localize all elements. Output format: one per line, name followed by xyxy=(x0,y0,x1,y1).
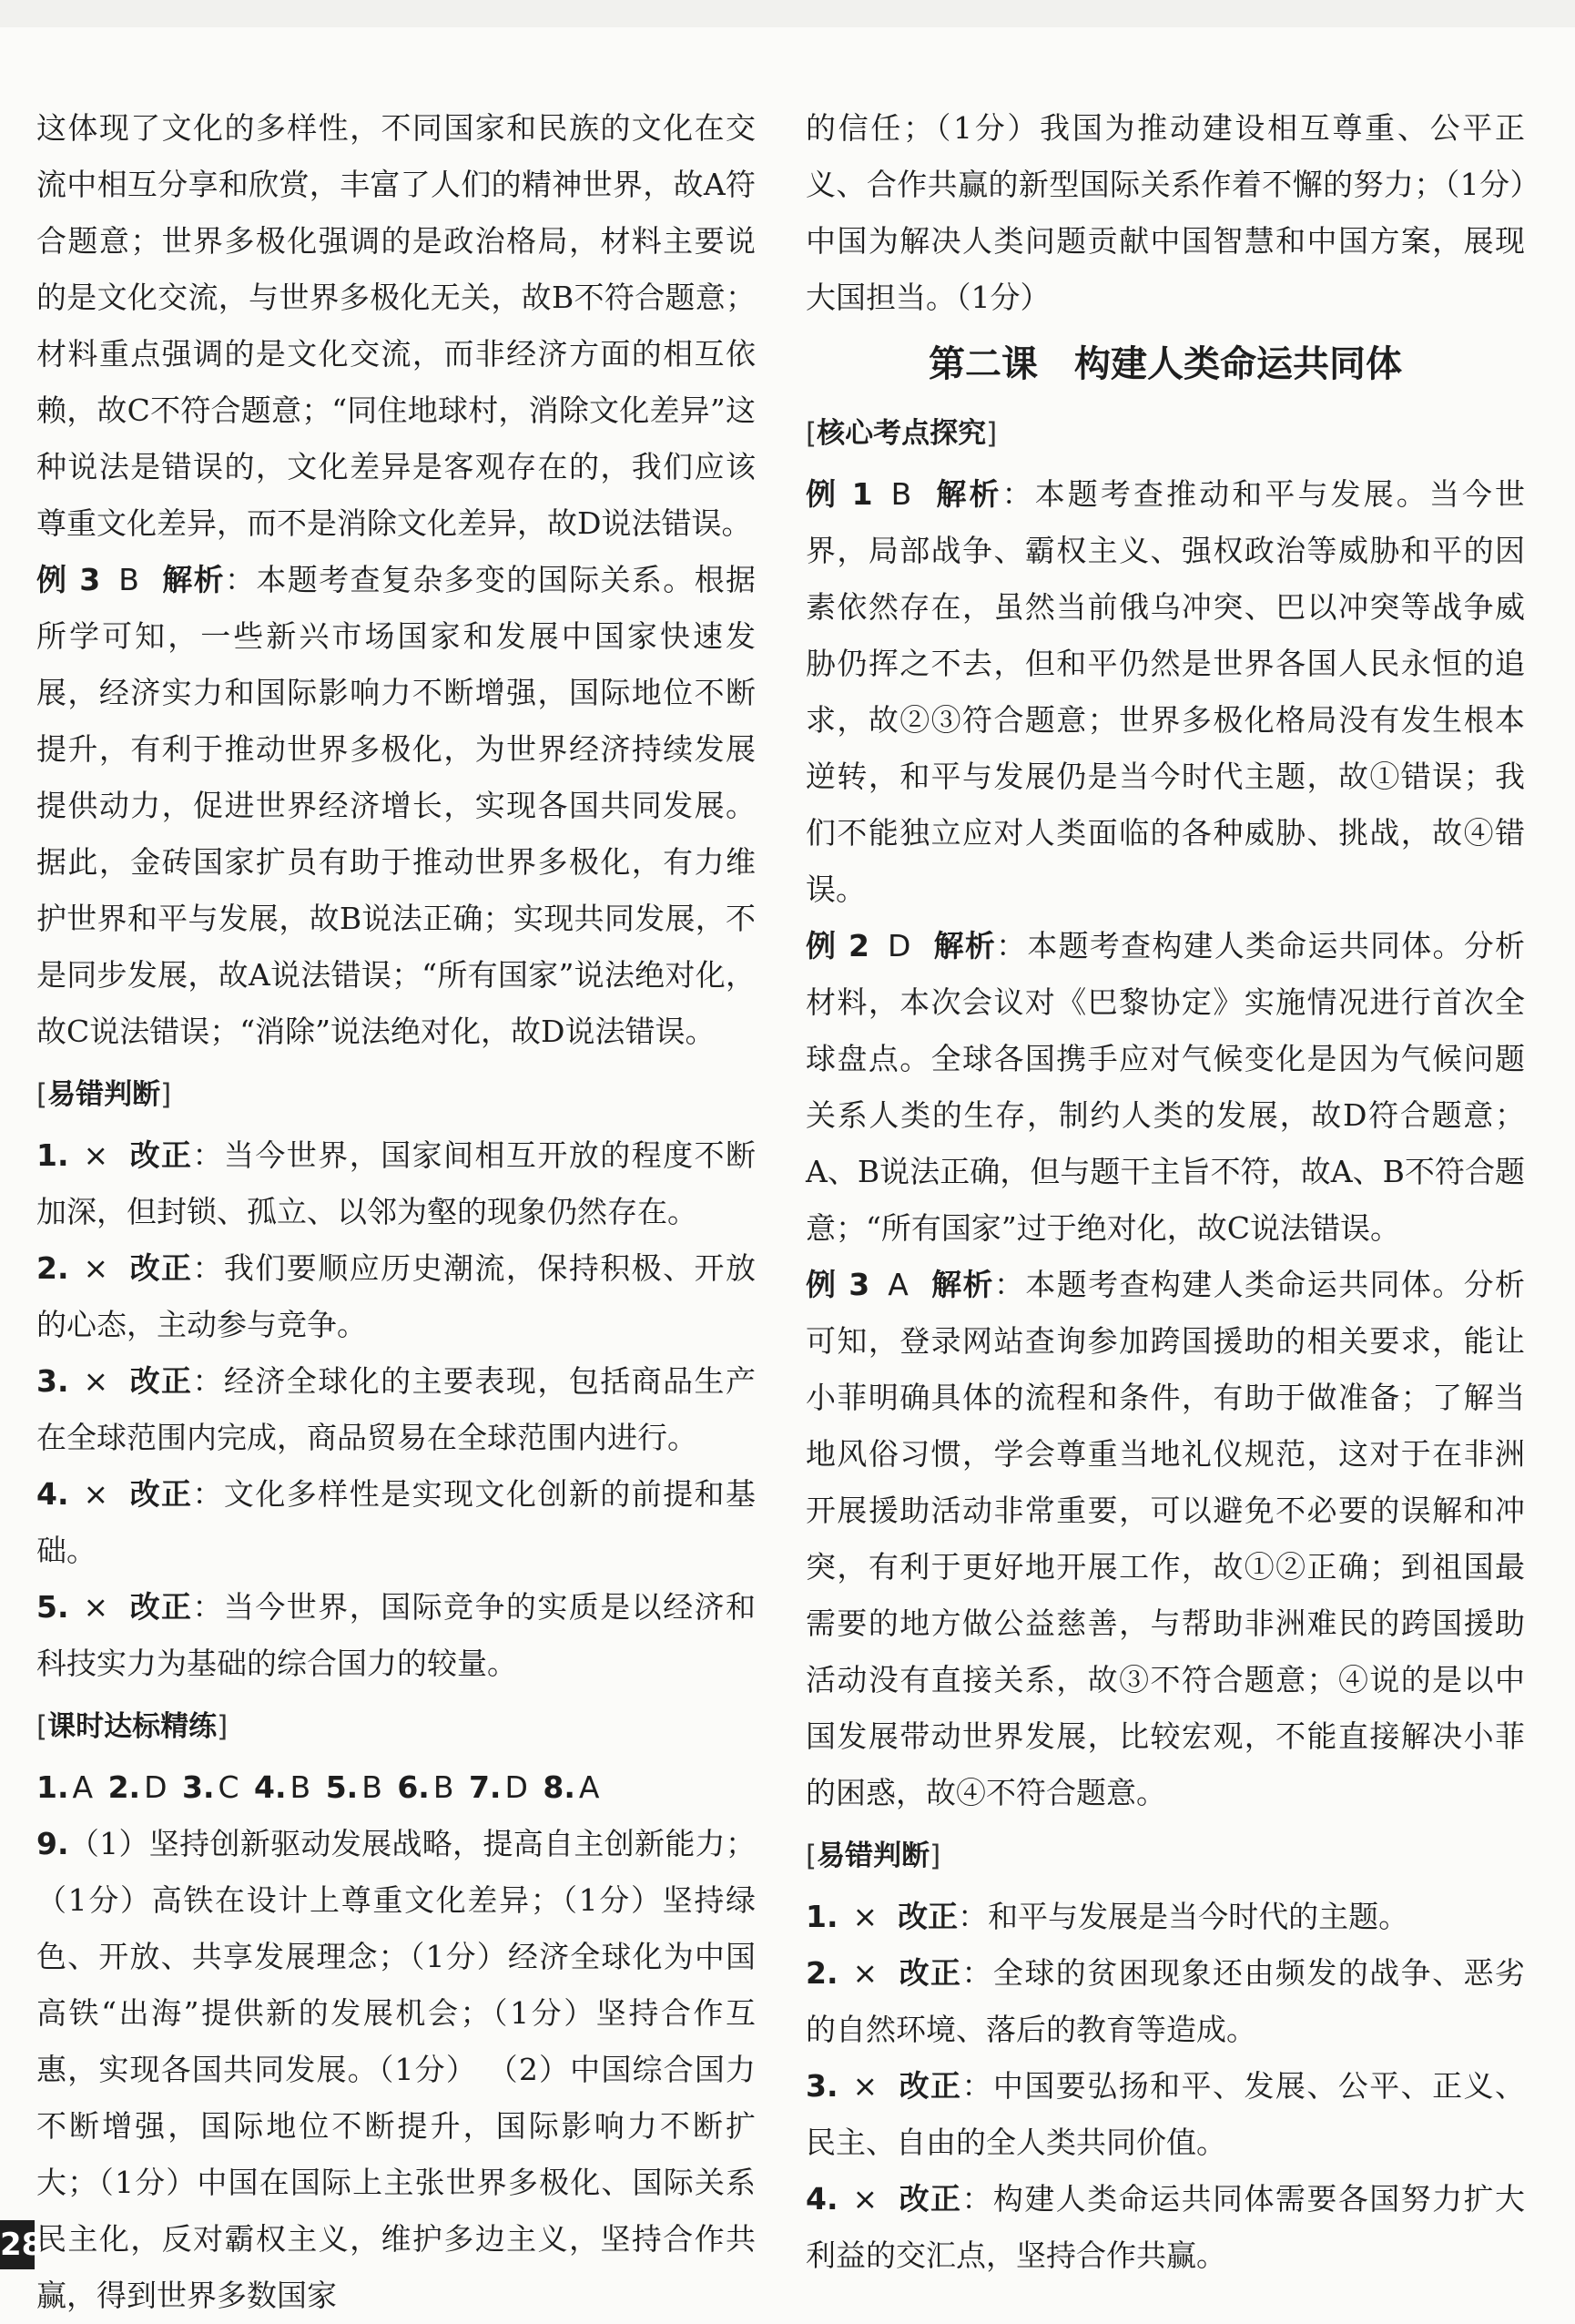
error-item: 1. × 改正：当今世界，国家间相互开放的程度不断加深，但封锁、孤立、以邻为壑的现象仍然存在。 xyxy=(36,1137,757,1229)
section-heading-core: [核心考点探究] xyxy=(806,417,998,450)
page-top-strip xyxy=(0,0,1575,27)
error-item: 4. × 改正：构建人类命运共同体需要各国努力扩大利益的交汇点，坚持合作共赢。 xyxy=(806,2181,1526,2273)
error-item: 5. × 改正：当今世界，国际竞争的实质是以经济和科技实力为基础的综合国力的较量。 xyxy=(36,1589,757,1681)
example-3: 例 3 A 解析：本题考查构建人类命运共同体。分析可知，登录网站查询参加跨国援助的相关要求，能让小菲明确具体的流程和条件，有助于做准备；了解当地风俗习惯，学会尊重当地礼仪规范，这对于在非洲开展援助活动非常重要，可以避免不必要的误解和冲突，有利于更好地开展工作，故①②正确；到祖国最需要的地方做公益慈善，与帮助非洲难民的跨国援助活动没有直接关系，故③不符合题意；④说的是以中国发展带动世界发展，比较宏观，不能直接解决小菲的困惑，故④不符合题意。 xyxy=(806,1267,1526,1810)
error-item: 2. × 改正：全球的贫困现象还由频发的战争、恶劣的自然环境、落后的教育等造成。 xyxy=(806,1955,1526,2047)
example-text: ：本题考查复杂多变的国际关系。根据所学可知，一些新兴市场国家和发展中国家快速发展，经济实力和国际影响力不断增强，国际地位不断提升，有利于推动世界多极化，为世界经济持续发展提供动力，促进世界经济增长，实现各国共同发展。据此，金砖国家扩员有助于推动世界多极化，有力维护世界和平与发展，故B说法正确；实现共同发展，不是同步发展，故A说法错误；“所有国家”说法绝对化，故C说法错误；“消除”说法绝对化，故D说法错误。 xyxy=(36,562,757,1049)
cross-mark-icon: × xyxy=(83,1250,109,1286)
continuation-paragraph: 的信任；（1分）我国为推动建设相互尊重、公平正义、合作共赢的新型国际关系作着不懈的努力；（1分）中国为解决人类问题贡献中国智慧和中国方案，展现大国担当。（1分） xyxy=(806,110,1525,315)
cross-mark-icon: × xyxy=(83,1589,109,1625)
page-number: 28 xyxy=(0,2220,35,2269)
cross-mark-icon: × xyxy=(852,2181,879,2217)
cross-mark-icon: × xyxy=(83,1363,109,1399)
section-heading-errors: [易错判断] xyxy=(36,1078,172,1111)
error-item: 3. × 改正：中国要弘扬和平、发展、公平、正义、民主、自由的全人类共同价值。 xyxy=(806,2068,1526,2160)
section-heading-practice: [课时达标精练] xyxy=(36,1710,229,1743)
lesson-title: 第二课 构建人类命运共同体 xyxy=(929,343,1402,385)
cross-mark-icon: × xyxy=(83,1137,109,1173)
intro-paragraph: 这体现了文化的多样性，不同国家和民族的文化在交流中相互分享和欣赏，丰富了人们的精神世界，故A符合题意；世界多极化强调的是政治格局，材料主要说的是文化交流，与世界多极化无关，故B不符合题意；材料重点强调的是文化交流，而非经济方面的相互依赖，故C不符合题意；“同住地球村，消除文化差异”这种说法是错误的，文化差异是客观存在的，我们应该尊重文化差异，而不是消除文化差异，故D说法错误。 xyxy=(36,110,756,541)
cross-mark-icon: × xyxy=(852,2068,879,2104)
section-heading-errors: [易错判断] xyxy=(806,1840,941,1872)
example-2: 例 2 D 解析：本题考查构建人类命运共同体。分析材料，本次会议对《巴黎协定》实施情况进行首次全球盘点。全球各国携手应对气候变化是因为气候问题关系人类的生存，制约人类的发展，故D符合题意；A、B说法正确，但与题干主旨不符，故A、B不符合题意；“所有国家”过于绝对化，故C说法错误。 xyxy=(806,928,1526,1246)
example-label: 例 3 xyxy=(36,562,101,597)
example-3 xyxy=(36,552,756,1060)
question-9-answer: 9.（1）坚持创新驱动发展战略，提高自主创新能力；（1分）高铁在设计上尊重文化差异；（1分）坚持绿色、开放、共享发展理念；（1分）经济全球化为中国高铁“出海”提供新的发展机会；（1分）坚持合作互惠，实现各国共同发展。（1分） （2）中国综合国力不断增强，国际地位不断提升，国际影响力不断扩大；（1分）中国在国际上主张世界多极化、国际关系民主化，反对霸权主义，维护多边主义，坚持合作共赢，得到世界多数国家 xyxy=(36,1826,756,2313)
error-item: 3. × 改正：经济全球化的主要表现，包括商品生产在全球范围内完成，商品贸易在全球范围内进行。 xyxy=(36,1363,757,1455)
cross-mark-icon: × xyxy=(83,1476,109,1512)
left-column xyxy=(36,100,756,2324)
error-item: 2. × 改正：我们要顺应历史潮流，保持积极、开放的心态，主动参与竞争。 xyxy=(36,1250,757,1342)
example-answer: B xyxy=(118,562,139,597)
right-column xyxy=(806,100,1525,2284)
jiexi-label: 解析 xyxy=(160,562,225,597)
answer-list: 1. A 2. D 3. C 4. B 5. B 6. B 7. D 8. A xyxy=(36,1769,600,1805)
error-item: 1. × 改正：和平与发展是当今时代的主题。 xyxy=(806,1899,1409,1934)
cross-mark-icon: × xyxy=(852,1899,879,1934)
example-1: 例 1 B 解析：本题考查推动和平与发展。当今世界，局部战争、霸权主义、强权政治等威胁和平的因素依然存在，虽然当前俄乌冲突、巴以冲突等战争威胁仍挥之不去，但和平仍然是世界各国人民永恒的追求，故②③符合题意；世界多极化格局没有发生根本逆转，和平与发展仍是当今时代主题，故①错误；我们不能独立应对人类面临的各种威胁、挑战，故④错误。 xyxy=(806,476,1526,907)
error-item: 4. × 改正：文化多样性是实现文化创新的前提和基础。 xyxy=(36,1476,757,1568)
cross-mark-icon: × xyxy=(852,1955,879,1991)
